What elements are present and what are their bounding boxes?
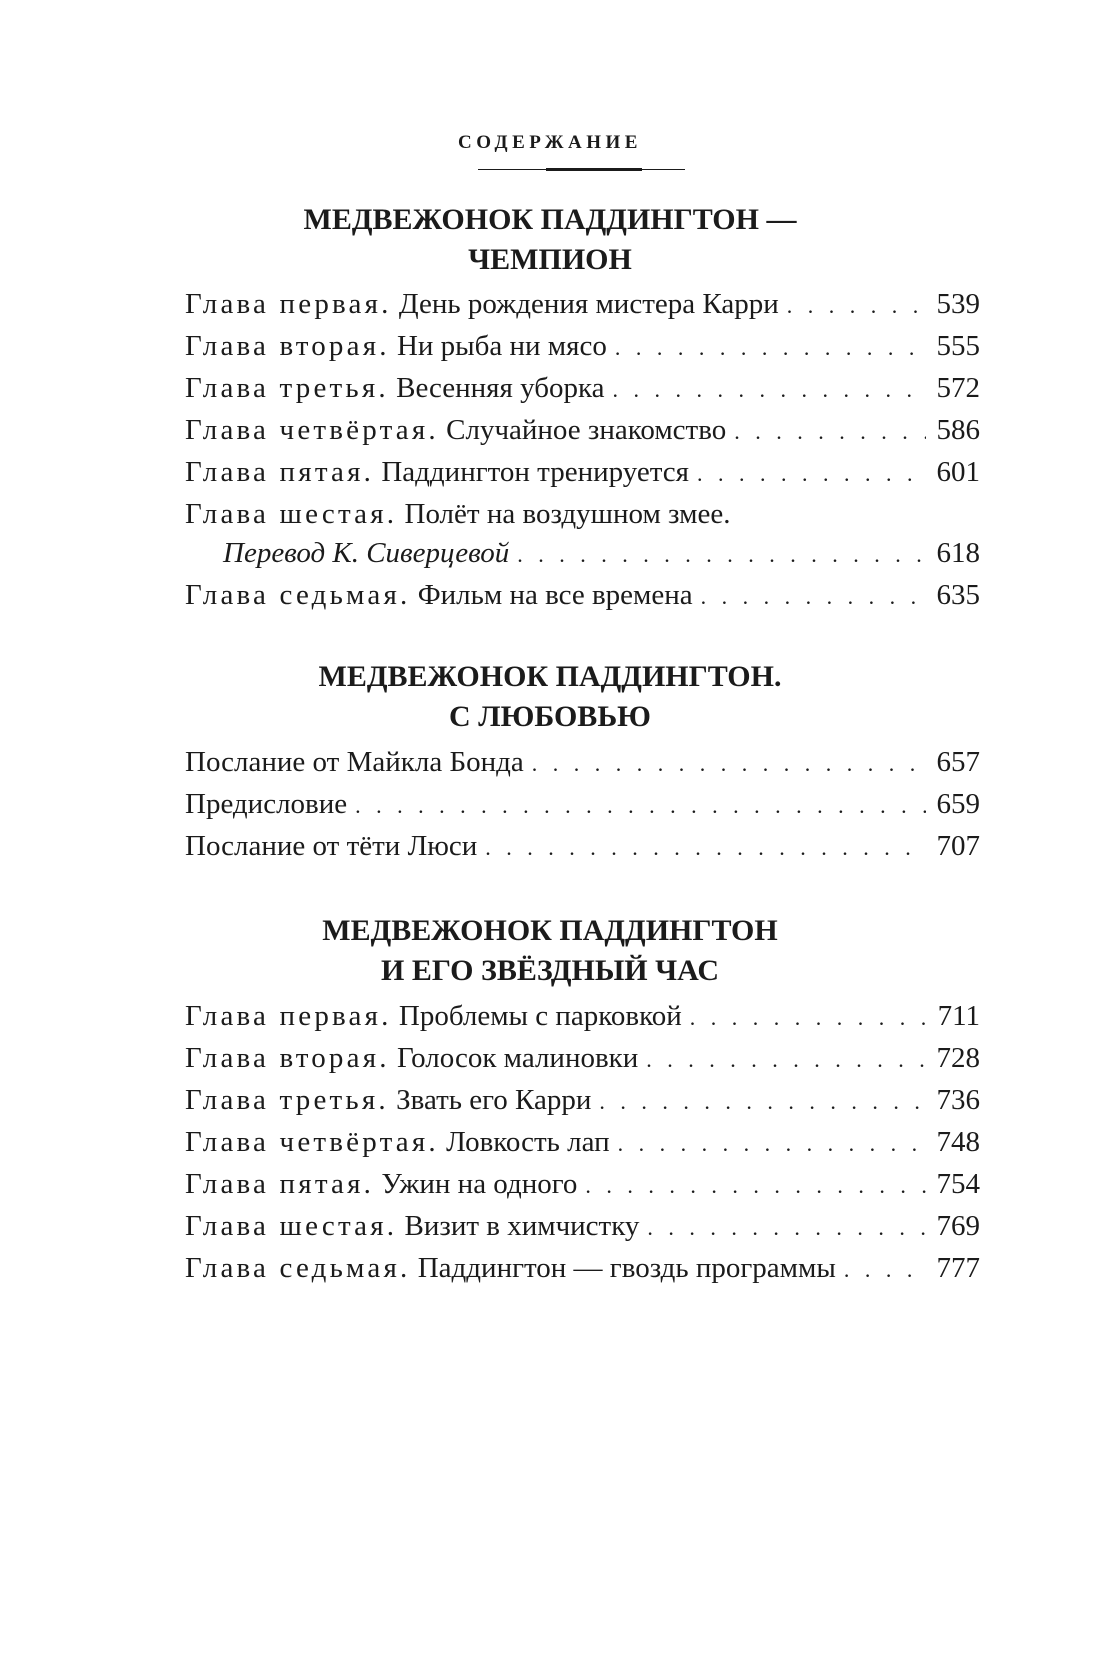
chapter-number: Глава шестая. [185,498,398,530]
toc-entry[interactable] [185,995,980,1037]
toc-entry[interactable] [185,825,980,867]
section-title-champion [0,200,1100,280]
page-number: 711 [937,1000,980,1032]
toc-entry[interactable] [185,367,980,409]
chapter-title: Весенняя уборка [396,372,605,404]
toc-entry[interactable] [185,409,980,451]
section-title-line: И ЕГО ЗВЁЗДНЫЙ ЧАС [381,954,719,987]
dot-leader [355,785,926,827]
dot-leader [585,1165,926,1207]
chapter-number: Глава первая. [185,1000,392,1032]
chapter-title: День рождения мистера Карри [398,288,779,320]
dot-leader [517,534,926,576]
toc-entry[interactable] [185,574,980,616]
chapter-title: Ужин на одного [381,1168,578,1200]
dot-leader [485,827,926,869]
toc-entry[interactable] [185,1247,980,1289]
page-number: 748 [936,1126,980,1158]
dot-leader [615,327,926,369]
chapter-number: Глава первая. [185,288,392,320]
chapter-title: Паддингтон — гвоздь программы [417,1252,836,1284]
toc-entry[interactable] [185,1205,980,1247]
page-number: 555 [936,330,980,362]
chapter-title: Ни рыба ни мясо [396,330,607,362]
toc-entry[interactable] [185,783,980,825]
chapter-title: Предисловие [185,788,348,820]
chapter-title: Проблемы с парковкой [398,1000,682,1032]
chapter-number: Глава пятая. [185,1168,375,1200]
page-number: 657 [936,746,980,778]
chapter-title: Фильм на все времена [417,579,693,611]
dot-leader [701,576,926,618]
chapter-number: Глава шестая. [185,1210,398,1242]
page-number: 728 [936,1042,980,1074]
page-number: 777 [936,1252,980,1284]
page-number: 601 [936,456,980,488]
dot-leader [618,1123,926,1165]
chapter-number: Глава третья. [185,372,389,404]
page-number: 754 [936,1168,980,1200]
section-title-line: С ЛЮБОВЬЮ [449,700,651,733]
section-title-with-love [0,657,1100,737]
chapter-title: Случайное знакомство [446,414,727,446]
header-rule-accent [546,168,642,171]
toc-entry[interactable] [185,1121,980,1163]
translator-credit: Перевод К. Сиверцевой [223,537,510,569]
page-number: 618 [936,537,980,569]
section-title-line: ЧЕМПИОН [468,243,632,276]
dot-leader [613,369,926,411]
page-number: 736 [936,1084,980,1116]
chapter-number: Глава вторая. [185,330,390,362]
chapter-title: Послание от Майкла Бонда [185,746,524,778]
chapter-title: Полёт на воздушном змее. [404,498,731,530]
toc-entry[interactable] [185,1079,980,1121]
chapter-number: Глава вторая. [185,1042,390,1074]
toc-entry-continuation[interactable] [185,532,980,574]
section-title-line: МЕДВЕЖОНОК ПАДДИНГТОН. [318,660,782,693]
page-number: 572 [936,372,980,404]
dot-leader [646,1039,926,1081]
toc-entry[interactable] [185,325,980,367]
dot-leader [787,285,926,327]
toc-list-champion [185,283,980,616]
page-number: 707 [936,830,980,862]
toc-entry[interactable] [185,1037,980,1079]
chapter-title: Визит в химчистку [404,1210,640,1242]
dot-leader [532,743,926,785]
chapter-number: Глава четвёртая. [185,414,439,446]
running-head: СОДЕРЖАНИЕ [458,132,642,153]
dot-leader [697,453,926,495]
chapter-number: Глава седьмая. [185,579,411,611]
chapter-title: Голосок малиновки [396,1042,639,1074]
page-number: 586 [936,414,980,446]
chapter-title: Звать его Карри [396,1084,592,1116]
page-number: 659 [936,788,980,820]
chapter-title: Паддингтон тренируется [381,456,689,488]
chapter-number: Глава седьмая. [185,1252,411,1284]
section-title-line: МЕДВЕЖОНОК ПАДДИНГТОН — [303,203,797,236]
chapter-title [392,283,399,325]
section-title-finest-hour [0,911,1100,991]
page-number: 539 [936,288,980,320]
dot-leader [844,1249,926,1291]
toc-entry[interactable] [185,741,980,783]
dot-leader [599,1081,926,1123]
dot-leader [690,997,926,1039]
toc-entry[interactable] [185,1163,980,1205]
toc-entry[interactable] [185,283,980,325]
dot-leader [734,411,926,453]
chapter-title: Ловкость лап [446,1126,610,1158]
chapter-number: Глава пятая. [185,456,375,488]
toc-list-finest-hour [185,995,980,1289]
section-title-line: МЕДВЕЖОНОК ПАДДИНГТОН [322,914,778,947]
chapter-number: Глава третья. [185,1084,389,1116]
page-number: 635 [936,579,980,611]
chapter-number: Глава четвёртая. [185,1126,439,1158]
chapter-title: Послание от тёти Люси [185,830,478,862]
page-number: 769 [936,1210,980,1242]
toc-list-with-love [185,741,980,867]
toc-entry[interactable] [185,493,980,532]
dot-leader [647,1207,926,1249]
toc-entry[interactable] [185,451,980,493]
